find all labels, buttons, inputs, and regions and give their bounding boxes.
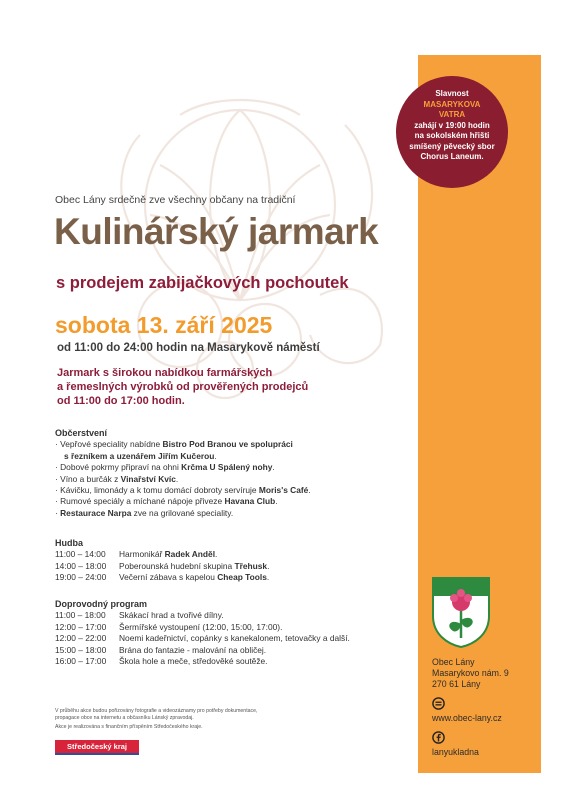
market-line: a řemeslných výrobků od prověřených prodejců — [57, 381, 309, 393]
schedule-text: Noemi kadeřnictví, copánky s kanekalonem, tetovačky a další. — [119, 633, 350, 644]
vendor-name: Krčma U Spálený nohy — [181, 462, 273, 473]
item-text: . — [308, 485, 311, 496]
badge-highlight: MASARYKOVA — [423, 99, 481, 109]
vendor-name: Vinařství Kvíc — [120, 473, 176, 484]
list-item — [55, 451, 311, 462]
badge-line: Chorus Laneum. — [420, 152, 484, 161]
fine-print-line: V průběhu akce budou pořizovány fotografie a videozáznamy pro potřeby dokumentace, — [55, 708, 258, 714]
schedule-text: Harmonikář — [119, 549, 165, 560]
market-line: od 11:00 do 17:00 hodin. — [57, 395, 185, 407]
schedule-text: . — [215, 549, 218, 560]
page-subtitle: s prodejem zabijačkových pochoutek — [56, 274, 349, 292]
web-link[interactable]: www.obec-lany.cz — [432, 713, 502, 723]
lany-crest-icon — [431, 576, 491, 648]
section-heading: Občerstvení — [55, 428, 108, 438]
badge-line: zahájí v 19:00 hodin — [414, 120, 490, 130]
intro-text: Obec Lány srdečně zve všechny občany na tradiční — [55, 194, 296, 206]
schedule-text: Skákací hrad a tvořivé dílny. — [119, 610, 224, 621]
item-text: . — [272, 462, 275, 473]
schedule-time: 11:00 – 18:00 — [55, 610, 106, 621]
schedule-text: . — [267, 560, 270, 571]
performer-name: Třehusk — [234, 560, 268, 571]
list-item — [55, 462, 311, 473]
item-text: · — [55, 507, 61, 518]
event-time-place: od 11:00 do 24:00 hodin na Masarykově náměstí — [57, 342, 320, 354]
list-item — [55, 474, 311, 485]
schedule-row — [55, 622, 350, 633]
event-date: sobota 13. září 2025 — [55, 312, 273, 338]
schedule-time: 12:00 – 22:00 — [55, 633, 107, 644]
schedule-row — [55, 645, 350, 656]
contact-address — [432, 657, 509, 690]
list-item — [55, 496, 311, 507]
schedule-row — [55, 561, 269, 572]
program-section — [55, 599, 350, 667]
item-text: . — [175, 473, 179, 484]
vendor-name: Restaurace Narpa — [60, 507, 132, 518]
item-text: . — [214, 450, 217, 461]
section-heading: Hudba — [55, 538, 83, 548]
schedule-time: 11:00 – 14:00 — [55, 549, 106, 560]
schedule-text: Poberounská hudební skupina — [119, 560, 235, 571]
performer-name: Cheap Tools — [217, 572, 267, 583]
schedule-text: Šermířské vystoupení (12:00, 15:00, 17:00). — [119, 621, 283, 632]
item-text: · Dobové pokrmy připraví na ohni — [55, 462, 182, 473]
performer-name: Radek Anděl — [164, 549, 216, 560]
item-text: · Vepřové speciality nabídne — [55, 439, 163, 450]
schedule-row — [55, 549, 269, 560]
badge-line: smíšený pěvecký sbor — [409, 141, 495, 151]
item-text: · Kávičku, limonády a k tomu domácí dobroty servíruje — [55, 485, 259, 496]
badge-highlight: VATRA — [438, 110, 466, 119]
schedule-time: 15:00 – 18:00 — [55, 644, 107, 655]
stredocesky-kraj-logo: Středočeský kraj — [55, 740, 139, 753]
page-title: Kulinářský jarmark — [54, 211, 379, 252]
masarykova-vatra-badge — [396, 76, 508, 188]
list-item — [55, 439, 311, 450]
music-section — [55, 538, 269, 584]
schedule-time: 14:00 – 18:00 — [55, 560, 107, 571]
list-item — [55, 508, 311, 519]
fine-print-line: Akce je realizována s finančním příspěním Středočeského kraje. — [55, 724, 203, 730]
vendor-name: s řezníkem a uzenářem Jiřím Kučerou — [64, 450, 215, 461]
contact-street: Masarykovo nám. 9 — [432, 668, 509, 678]
section-heading: Doprovodný program — [55, 599, 148, 609]
vendor-name: Moris's Café — [258, 485, 309, 496]
schedule-time: 19:00 – 24:00 — [55, 572, 107, 583]
vendor-name: Havana Club — [224, 496, 276, 507]
item-text: · Rumové speciály a míchané nápoje přiveze — [55, 496, 225, 507]
fine-print — [55, 708, 315, 731]
badge-line: Slavnost — [435, 89, 469, 98]
schedule-text: Večerní zábava s kapelou — [119, 572, 218, 583]
facebook-icon — [432, 731, 445, 744]
item-text: · Víno a burčák z — [55, 473, 121, 484]
refreshments-section — [55, 428, 311, 519]
contact-name: Obec Lány — [432, 657, 475, 667]
facebook-link[interactable]: lanyukladna — [432, 747, 479, 757]
schedule-row — [55, 572, 269, 583]
vendor-name: Bistro Pod Branou ve spolupráci — [162, 439, 293, 450]
market-line: Jarmark s širokou nabídkou farmářských — [57, 367, 273, 379]
contact-zip: 270 61 Lány — [432, 679, 481, 689]
schedule-time: 12:00 – 17:00 — [55, 621, 107, 632]
item-text: zve na grilované speciality. — [131, 507, 234, 518]
logo-underline — [55, 753, 139, 755]
schedule-time: 16:00 – 17:00 — [55, 656, 107, 667]
schedule-row — [55, 610, 350, 621]
item-text: . — [275, 496, 278, 507]
fine-print-line: propagace obce na internetu a občasníku Lánský zpravodaj. — [55, 715, 194, 721]
globe-icon — [432, 697, 445, 710]
list-item — [55, 485, 311, 496]
schedule-row — [55, 633, 350, 644]
schedule-text: Brána do fantazie - malování na obličej. — [119, 644, 267, 655]
market-description — [57, 366, 308, 408]
schedule-row — [55, 656, 350, 667]
schedule-text: Škola hole a meče, středověké soutěže. — [119, 656, 268, 667]
badge-line: na sokolském hřišti — [414, 131, 490, 140]
schedule-text: . — [266, 572, 270, 583]
